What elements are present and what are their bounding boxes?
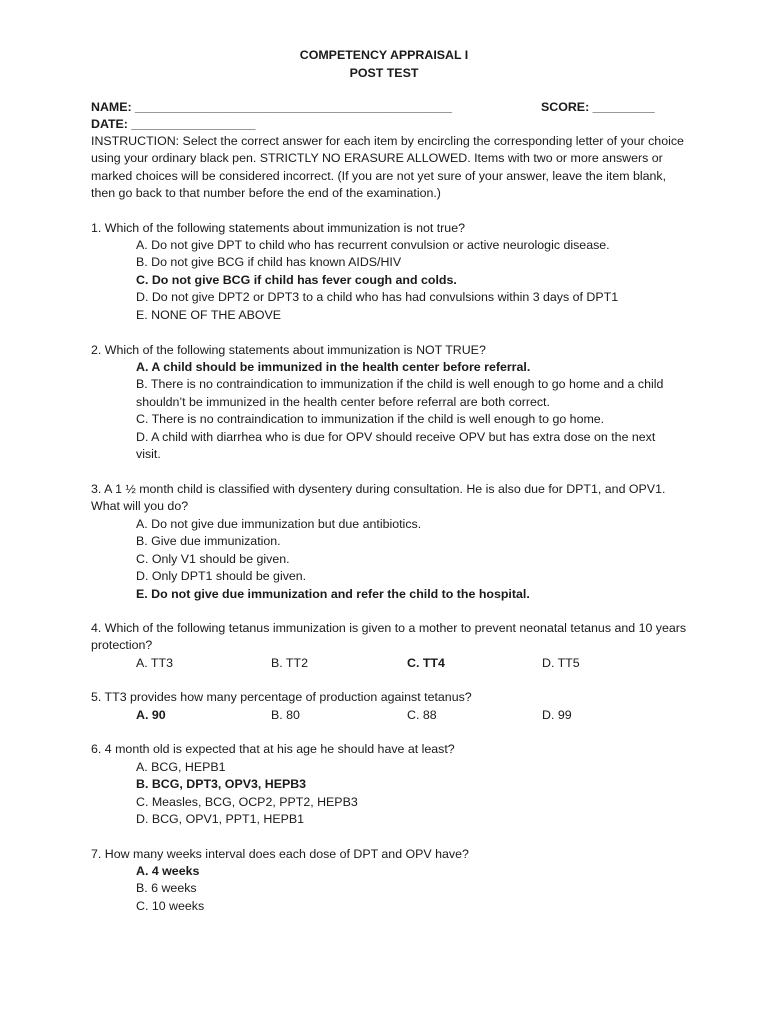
- question-5-options: [136, 707, 696, 725]
- option-a: A. Do not give due immunization but due antibiotics.: [136, 517, 422, 531]
- question-7-options: [136, 863, 676, 915]
- option-b: B. BCG, DPT3, OPV3, HEPB3: [136, 777, 307, 792]
- option-a: A. 90: [136, 708, 166, 722]
- option-a: A. Do not give DPT to child who has recurrent convulsion or active neurologic disease.: [136, 238, 610, 252]
- option-b: B. Do not give BCG if child has known AIDS/HIV: [136, 255, 402, 270]
- instruction-text: INSTRUCTION: Select the correct answer for each item by encircling the corresponding letter of your choice using your ordinary black pen. STRICTLY NO ERASURE ALLOWED. Items with two or more answers or marked choices will be considered incorrect. (If you are not yet sure of your answer, leave the item blank, then go back to that number before the end of the examination.): [91, 134, 684, 201]
- option-a: A. A child should be immunized in the health center before referral.: [136, 360, 531, 374]
- question-2-options: [136, 359, 666, 463]
- option-c: C. TT4: [407, 656, 445, 670]
- option-c: C. Do not give BCG if child has fever cough and colds.: [136, 272, 457, 287]
- option-c: C. 88: [407, 708, 437, 722]
- option-d: D. A child with diarrhea who is due for OPV should receive OPV but has extra dose on the next visit.: [136, 429, 656, 462]
- option-d: D. Do not give DPT2 or DPT3 to a child who has had convulsions within 3 days of DPT1: [136, 290, 619, 305]
- score-field: SCORE: _________: [541, 100, 655, 114]
- option-c: C. Only V1 should be given.: [136, 551, 290, 566]
- question-4-options: [136, 655, 696, 673]
- question-4: 4. Which of the following tetanus immunization is given to a mother to prevent neonatal tetanus and 10 years protection?: [91, 621, 687, 653]
- option-d: D. BCG, OPV1, PPT1, HEPB1: [136, 812, 305, 827]
- option-c: C. There is no contraindication to immunization if the child is well enough to go home.: [136, 412, 605, 427]
- option-b: B. 80: [271, 708, 300, 722]
- option-a: A. TT3: [136, 656, 173, 670]
- option-c: C. 10 weeks: [136, 898, 205, 913]
- question-2: 2. Which of the following statements about immunization is NOT TRUE?: [91, 343, 486, 357]
- option-b: B. TT2: [271, 656, 308, 670]
- name-field: NAME: ______________________________________________: [91, 100, 453, 114]
- question-6: 6. 4 month old is expected that at his age he should have at least?: [91, 742, 455, 756]
- question-1: 1. Which of the following statements about immunization is not true?: [91, 221, 465, 235]
- date-field: DATE: __________________: [91, 117, 256, 131]
- question-3-options: [136, 516, 676, 603]
- document-title: COMPETENCY APPRAISAL I: [299, 48, 469, 62]
- option-d: D. Only DPT1 should be given.: [136, 569, 307, 584]
- option-c: C. Measles, BCG, OCP2, PPT2, HEPB3: [136, 794, 358, 809]
- option-d: D. 99: [542, 708, 572, 722]
- question-3: 3. A 1 ½ month child is classified with dysentery during consultation. He is also due for DPT1, and OPV1. What will you do?: [91, 482, 666, 514]
- option-b: B. There is no contraindication to immunization if the child is well enough to go home and a child shouldn’t be immunized in the health center before referral are both correct.: [136, 377, 664, 409]
- option-d: D. TT5: [542, 656, 580, 670]
- option-a: A. BCG, HEPB1: [136, 760, 226, 774]
- document-subtitle: POST TEST: [349, 66, 419, 80]
- option-e: E. NONE OF THE ABOVE: [136, 307, 282, 322]
- question-6-options: [136, 759, 676, 829]
- question-5: 5. TT3 provides how many percentage of production against tetanus?: [91, 690, 472, 704]
- option-e: E. Do not give due immunization and refer the child to the hospital.: [136, 586, 530, 601]
- option-a: A. 4 weeks: [136, 864, 200, 878]
- question-1-options: [136, 237, 676, 324]
- option-b: B. Give due immunization.: [136, 534, 281, 549]
- option-b: B. 6 weeks: [136, 881, 197, 896]
- question-7: 7. How many weeks interval does each dose of DPT and OPV have?: [91, 847, 469, 861]
